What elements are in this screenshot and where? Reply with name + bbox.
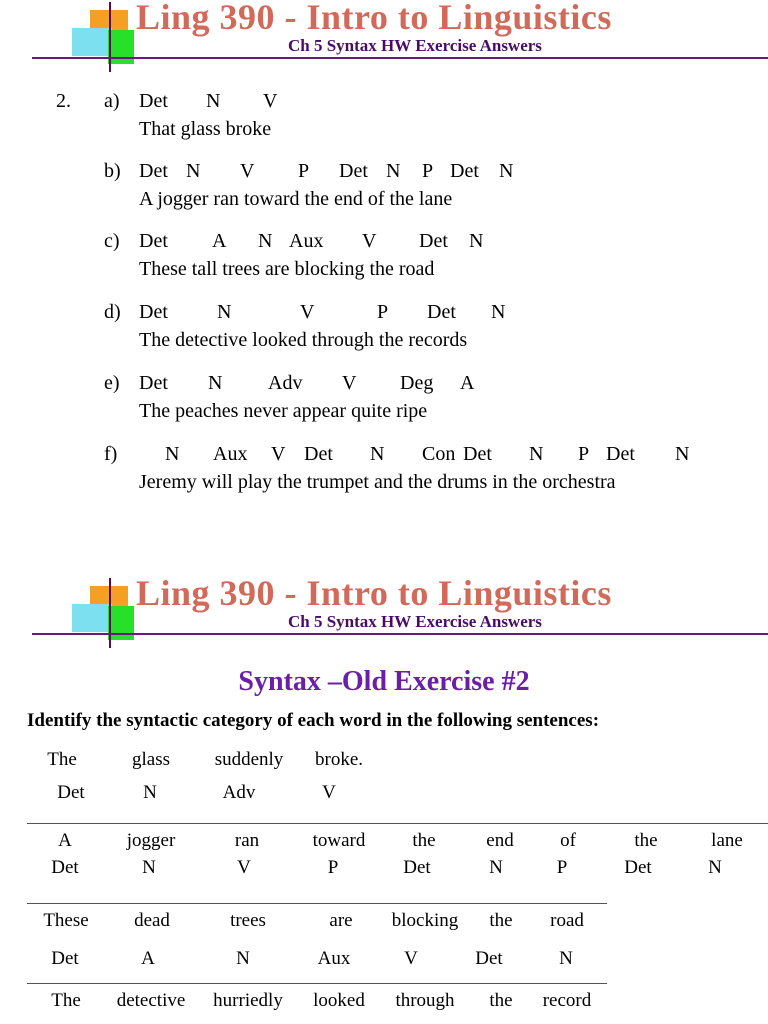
table-divider — [27, 903, 607, 904]
tag: Det — [304, 443, 333, 465]
word: broke. — [314, 749, 364, 770]
tag: V — [300, 301, 315, 323]
tag: Det — [403, 857, 431, 878]
tag: N — [491, 301, 506, 323]
word: road — [550, 910, 584, 931]
word: These — [43, 910, 89, 931]
tag: V — [404, 948, 418, 969]
tag: P — [327, 857, 339, 878]
word: through — [395, 990, 455, 1011]
word: are — [329, 910, 353, 931]
tag: N — [559, 948, 573, 969]
word: suddenly — [214, 749, 284, 770]
tag: V — [271, 443, 286, 465]
tag: N — [499, 160, 514, 182]
item-b-label: b) — [104, 160, 121, 182]
item-d-label: d) — [104, 301, 121, 323]
tag: Det — [463, 443, 492, 465]
word: toward — [312, 830, 366, 851]
header-second — [0, 573, 768, 656]
word: jogger — [126, 830, 176, 851]
question-number: 2. — [56, 90, 71, 112]
tag: N — [675, 443, 690, 465]
tag: Adv — [268, 372, 303, 394]
tag: Det — [139, 301, 168, 323]
item-c-sentence: These tall trees are blocking the road — [139, 258, 435, 280]
tag: Aux — [317, 948, 351, 969]
tag: Det — [450, 160, 479, 182]
tag: N — [142, 857, 156, 878]
word: glass — [132, 749, 170, 770]
header-top — [0, 0, 768, 80]
word: hurriedly — [213, 990, 283, 1011]
tag: V — [322, 782, 336, 803]
tag: P — [578, 443, 590, 465]
word: the — [489, 910, 513, 931]
tag: Det — [51, 857, 79, 878]
tag: N — [217, 301, 232, 323]
word: trees — [230, 910, 266, 931]
tag: V — [237, 857, 251, 878]
tag: N — [208, 372, 223, 394]
logo-vertical-line — [109, 2, 111, 72]
tag: N — [489, 857, 503, 878]
tag: Det — [57, 782, 85, 803]
word: blocking — [391, 910, 459, 931]
word: of — [560, 830, 576, 851]
tag: V — [263, 90, 278, 112]
word: looked — [313, 990, 365, 1011]
word: lane — [711, 830, 743, 851]
tag: Det — [606, 443, 635, 465]
header-rule — [32, 633, 768, 635]
course-subtitle: Ch 5 Syntax HW Exercise Answers — [288, 36, 542, 55]
tag: Det — [475, 948, 503, 969]
word: the — [412, 830, 436, 851]
word: end — [486, 830, 514, 851]
item-a-label: a) — [104, 90, 120, 112]
tag: N — [143, 782, 157, 803]
tag: N — [529, 443, 544, 465]
tag: P — [377, 301, 389, 323]
course-subtitle: Ch 5 Syntax HW Exercise Answers — [288, 612, 542, 631]
tag: Con — [422, 443, 456, 465]
tag: N — [708, 857, 722, 878]
item-b-sentence: A jogger ran toward the end of the lane — [139, 188, 453, 210]
table-divider — [27, 983, 607, 984]
tag: N — [236, 948, 250, 969]
exercise-instruction: Identify the syntactic category of each word in the following sentences: — [27, 710, 600, 731]
tag: Aux — [289, 230, 324, 252]
exercise-title: Syntax –Old Exercise #2 — [238, 666, 530, 697]
table-divider — [27, 823, 768, 824]
tag: Det — [419, 230, 448, 252]
word: dead — [134, 910, 170, 931]
tag: N — [186, 160, 201, 182]
tag: P — [556, 857, 568, 878]
tag: A — [460, 372, 475, 394]
tag: V — [342, 372, 357, 394]
tag: Det — [139, 160, 168, 182]
word: the — [489, 990, 513, 1011]
item-e-label: e) — [104, 372, 120, 394]
course-title: Ling 390 - Intro to Linguistics — [136, 0, 612, 37]
tag: N — [370, 443, 385, 465]
tag: V — [362, 230, 377, 252]
tag: N — [258, 230, 273, 252]
word: record — [542, 990, 592, 1011]
word: A — [58, 830, 72, 851]
tag: Adv — [222, 782, 256, 803]
tag: N — [386, 160, 401, 182]
logo-cyan-square — [72, 604, 112, 632]
tag: P — [422, 160, 434, 182]
tag: P — [298, 160, 310, 182]
tag: N — [165, 443, 180, 465]
tag: Det — [139, 90, 168, 112]
tag: Det — [51, 948, 79, 969]
tag: N — [206, 90, 221, 112]
item-f-sentence: Jeremy will play the trumpet and the drums in the orchestra — [139, 471, 616, 493]
tag: V — [240, 160, 255, 182]
tag: Det — [339, 160, 368, 182]
item-c-label: c) — [104, 230, 120, 252]
tag: Deg — [400, 372, 434, 394]
tag: A — [212, 230, 227, 252]
header-rule — [32, 57, 768, 59]
word: The — [51, 990, 81, 1011]
tag: Det — [139, 372, 168, 394]
tag: Det — [624, 857, 652, 878]
word: The — [47, 749, 77, 770]
item-e-sentence: The peaches never appear quite ripe — [139, 400, 428, 422]
word: ran — [234, 830, 260, 851]
tag: Aux — [213, 443, 248, 465]
logo-vertical-line — [109, 578, 111, 648]
tag: Det — [139, 230, 168, 252]
word: detective — [116, 990, 186, 1011]
tag: A — [141, 948, 155, 969]
logo-cyan-square — [72, 28, 112, 56]
tag: Det — [427, 301, 456, 323]
tag: N — [469, 230, 484, 252]
word: the — [634, 830, 658, 851]
item-a-sentence: That glass broke — [139, 118, 272, 140]
course-title: Ling 390 - Intro to Linguistics — [136, 573, 612, 613]
item-d-sentence: The detective looked through the records — [139, 329, 468, 351]
item-f-label: f) — [104, 443, 118, 465]
